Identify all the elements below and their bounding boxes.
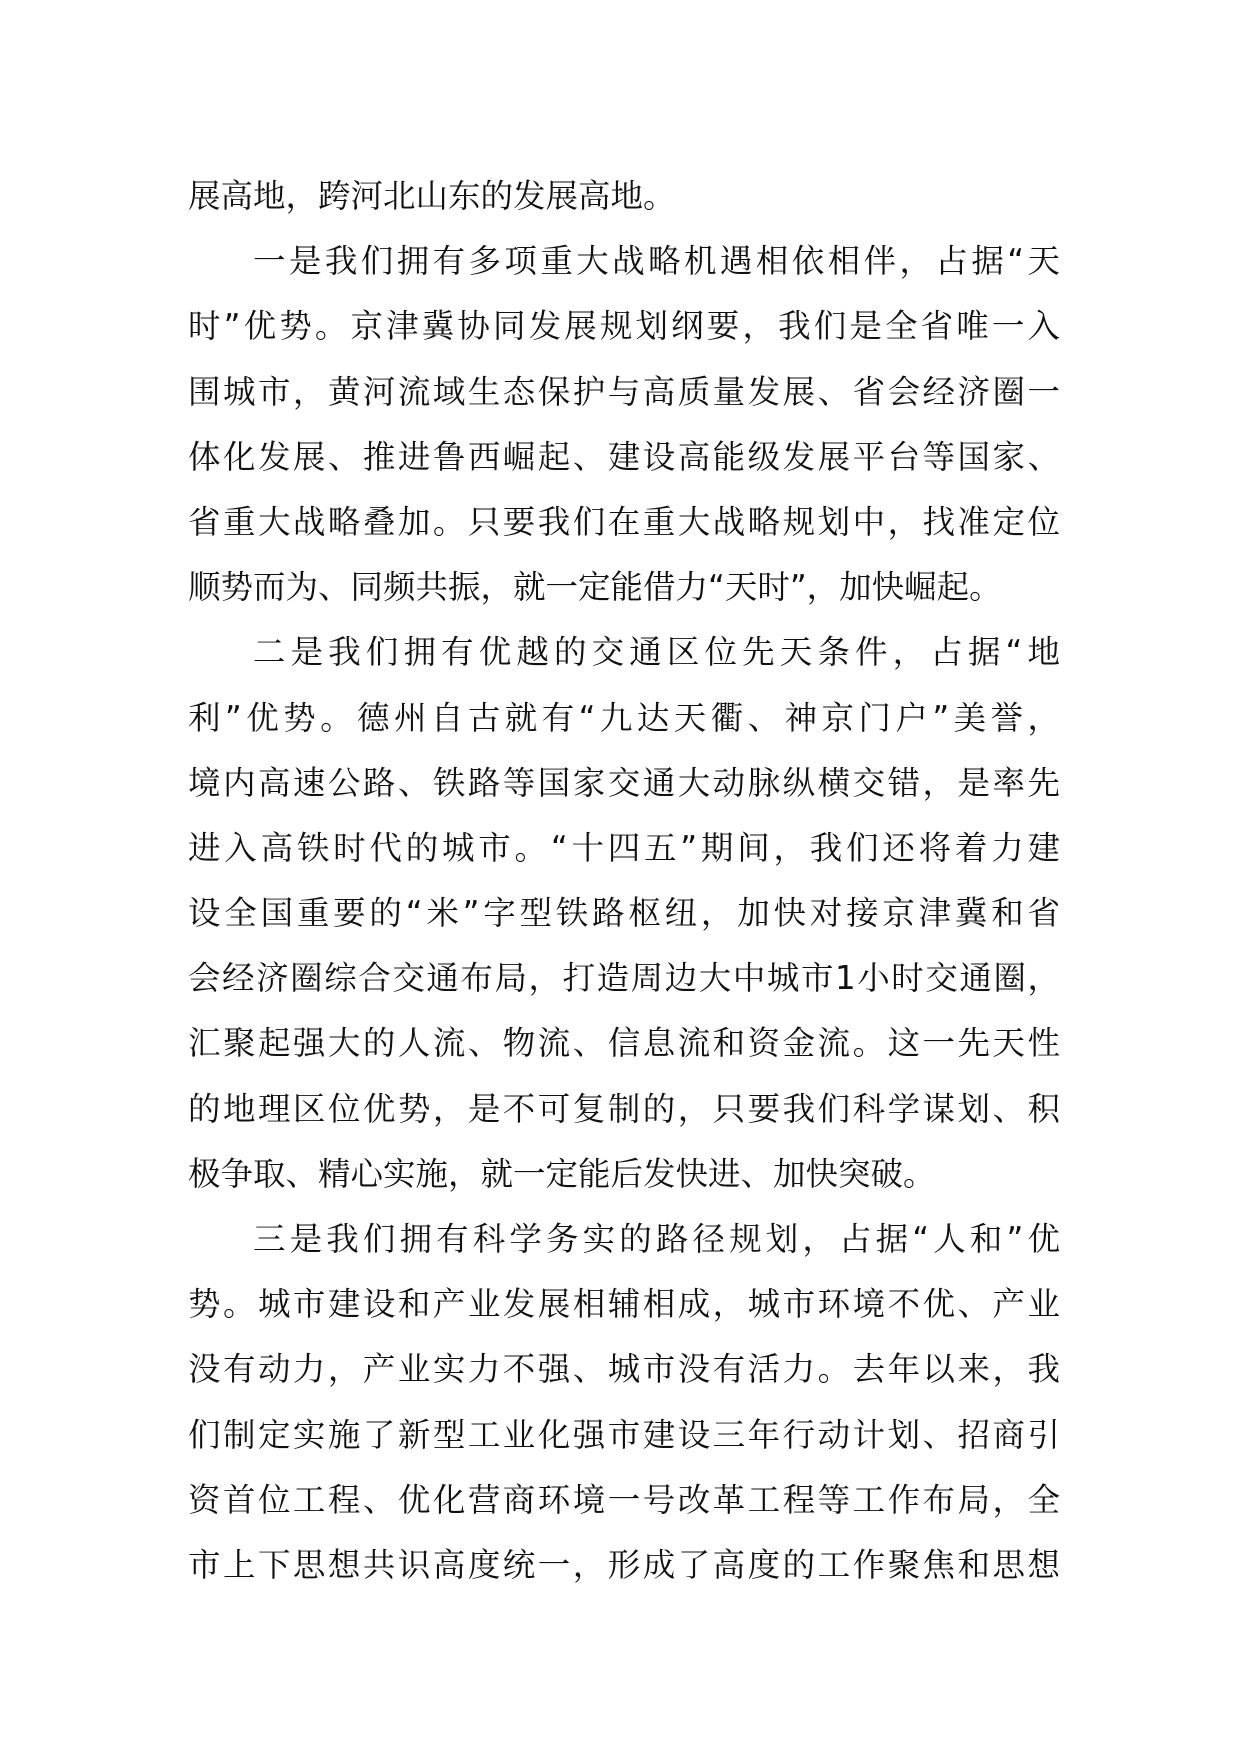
text-line: 市上下思想共识高度统一，形成了高度的工作聚焦和思想	[188, 1545, 1060, 1584]
document-body	[188, 164, 1060, 1598]
text-line: 会经济圈综合交通布局，打造周边大中城市1小时交通圈，	[188, 959, 1060, 998]
text-line: 进入高铁时代的城市。“十四五”期间，我们还将着力建	[188, 828, 1060, 867]
paragraph-first-line: 三是我们拥有科学务实的路径规划，占据“人和”优	[253, 1220, 1060, 1258]
paragraph-first-line: 一是我们拥有多项重大战略机遇相依相伴，占据“天	[253, 242, 1060, 281]
text-line: 顺势而为、同频共振，就一定能借力“天时”，加快崛起。	[188, 568, 1002, 607]
text-line: 时”优势。京津冀协同发展规划纲要，我们是全省唯一入	[188, 307, 1060, 346]
text-line: 汇聚起强大的人流、物流、信息流和资金流。这一先天性	[188, 1024, 1060, 1063]
text-line: 极争取、精心实施，就一定能后发快进、加快突破。	[188, 1154, 936, 1193]
text-line: 们制定实施了新型工业化强市建设三年行动计划、招商引	[188, 1415, 1060, 1454]
text-line: 没有动力，产业实力不强、城市没有活力。去年以来，我	[188, 1350, 1060, 1389]
text-line: 展高地，跨河北山东的发展高地。	[188, 177, 676, 215]
text-line: 势。城市建设和产业发展相辅相成，城市环境不优、产业	[188, 1285, 1060, 1324]
text-line: 省重大战略叠加。只要我们在重大战略规划中，找准定位	[188, 502, 1060, 541]
text-line: 资首位工程、优化营商环境一号改革工程等工作布局，全	[188, 1480, 1060, 1519]
text-line: 围城市，黄河流域生态保护与高质量发展、省会经济圈一	[188, 372, 1060, 411]
text-line: 设全国重要的“米”字型铁路枢纽，加快对接京津冀和省	[188, 894, 1060, 933]
text-line: 的地理区位优势，是不可复制的，只要我们科学谋划、积	[188, 1089, 1060, 1128]
text-line: 体化发展、推进鲁西崛起、建设高能级发展平台等国家、	[188, 437, 1060, 476]
text-line: 利”优势。德州自古就有“九达天衢、神京门户”美誉，	[188, 698, 1060, 737]
paragraph-first-line: 二是我们拥有优越的交通区位先天条件，占据“地	[253, 633, 1060, 672]
text-line: 境内高速公路、铁路等国家交通大动脉纵横交错，是率先	[188, 763, 1060, 802]
